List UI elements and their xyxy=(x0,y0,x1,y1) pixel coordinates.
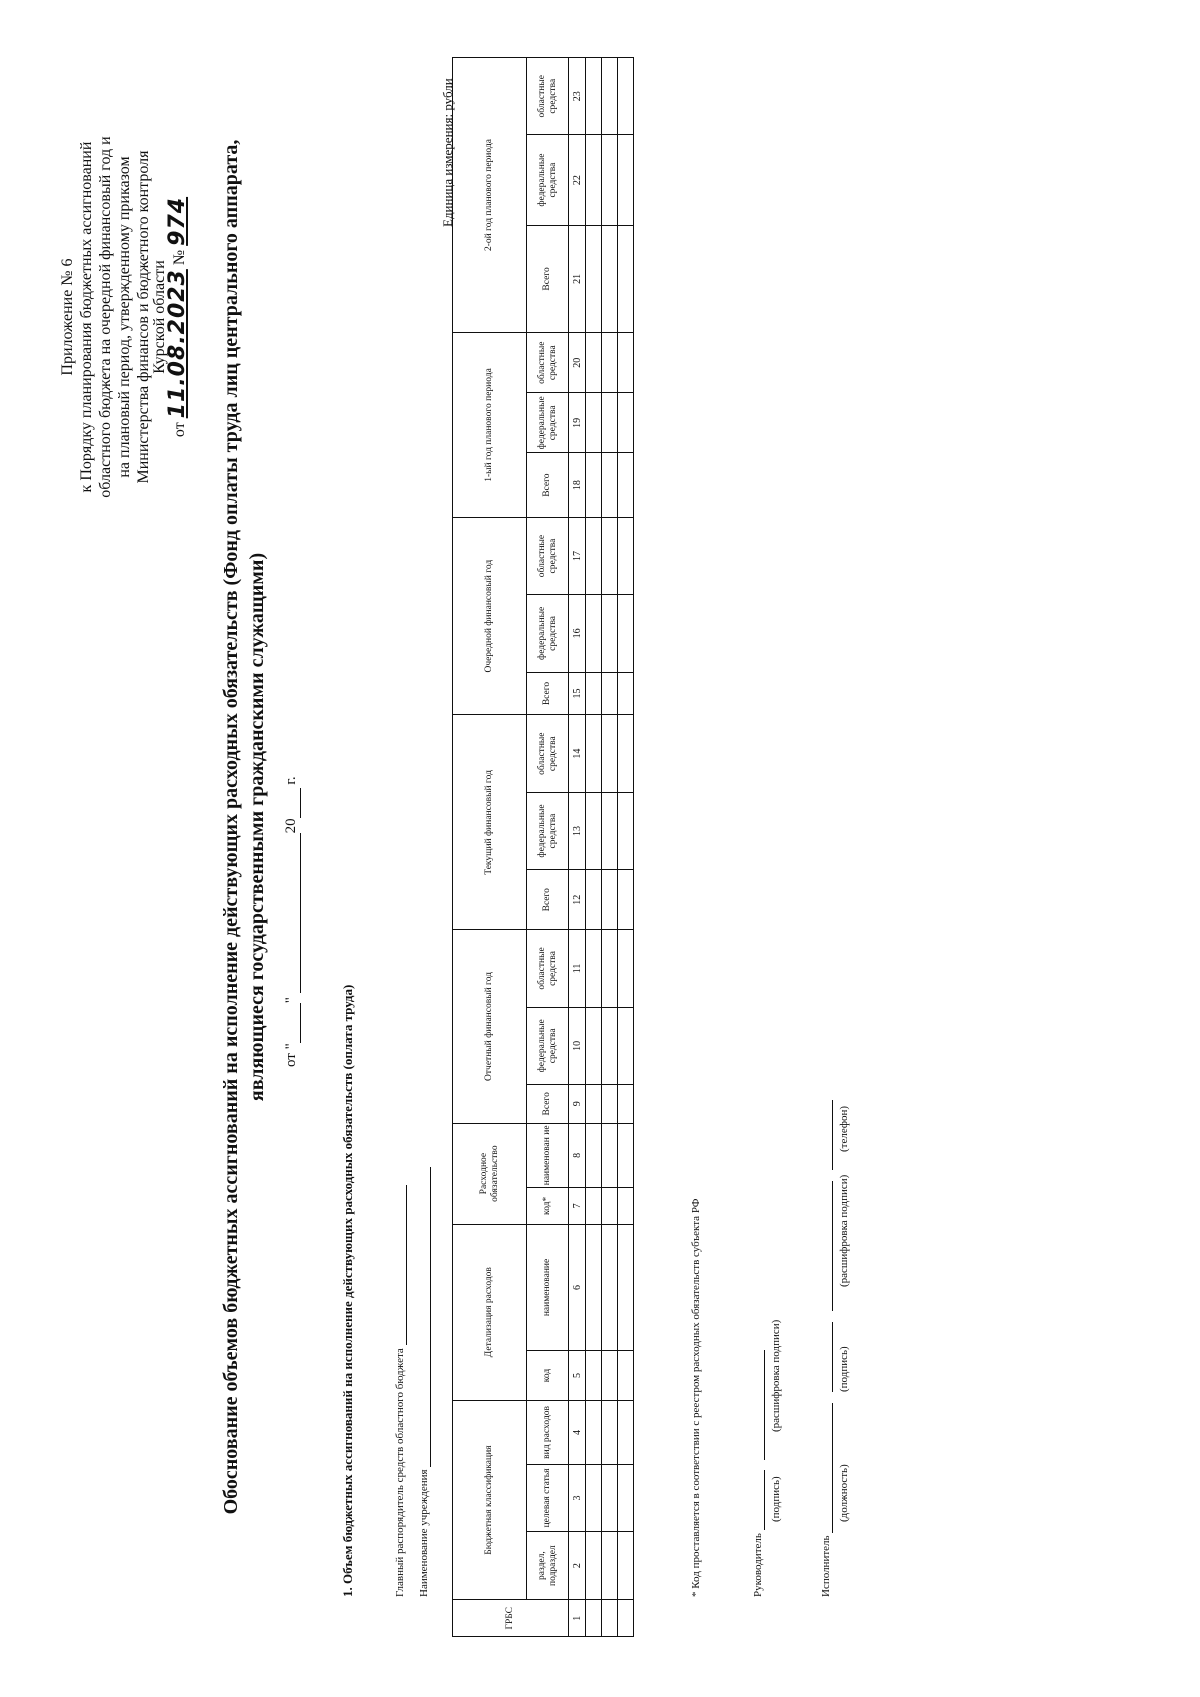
col-num: 19 xyxy=(569,393,586,453)
col-num: 3 xyxy=(569,1465,586,1532)
appendix-block xyxy=(58,92,191,542)
col-num: 17 xyxy=(569,517,586,594)
appendix-line-2: к Порядку планирования бюджетных ассигнований xyxy=(78,141,95,493)
sub-regional: областные средства xyxy=(527,715,569,792)
col-num: 8 xyxy=(569,1123,586,1187)
sub-regional: областные средства xyxy=(527,930,569,1007)
sub-total: Всего xyxy=(527,225,569,332)
sub-name: наименование xyxy=(527,1224,569,1351)
executor-label: Исполнитель xyxy=(820,1535,832,1597)
sub-obl-code: код* xyxy=(527,1188,569,1225)
column-numbers-row xyxy=(569,58,586,1637)
executor-decode-caption: (расшифровка подписи) xyxy=(838,1174,850,1287)
sub-obl-name: наименован ие xyxy=(527,1123,569,1187)
table-row xyxy=(618,58,634,1637)
appendix-ot: от xyxy=(171,422,188,438)
col-num: 13 xyxy=(569,792,586,869)
executor-sign-caption: (подпись) xyxy=(838,1346,850,1392)
head-label: Руководитель xyxy=(752,1533,764,1597)
executor-signature xyxy=(820,1100,833,1597)
col-num: 22 xyxy=(569,135,586,225)
sub-expense-type: вид расходов xyxy=(527,1400,569,1464)
appendix-line-3: областного бюджета на очередной финансовый год и xyxy=(97,136,114,498)
col-num: 20 xyxy=(569,333,586,393)
head-sign-caption: (подпись) xyxy=(770,1476,782,1522)
date-quote: " xyxy=(283,997,299,1004)
appendix-line-1: Приложение № 6 xyxy=(59,258,76,376)
grbs-label: Главный распорядитель средств областного бюджета xyxy=(394,1348,406,1597)
sub-federal: федеральные средства xyxy=(527,595,569,672)
footnote: * Код проставляется в соответствии с реестром расходных обязательств субъекта РФ xyxy=(690,1198,702,1597)
appendix-line-4: на плановый период, утвержденному приказом xyxy=(116,156,133,478)
sub-total: Всего xyxy=(527,1084,569,1123)
col-num: 14 xyxy=(569,715,586,792)
sub-section: раздел, подраздел xyxy=(527,1531,569,1600)
col-num: 16 xyxy=(569,595,586,672)
col-num: 2 xyxy=(569,1531,586,1600)
head-decode-caption: (расшифровка подписи) xyxy=(770,1319,782,1432)
header-current-year: Текущий финансовый год xyxy=(453,715,527,930)
col-num: 21 xyxy=(569,225,586,332)
header-plan-2: 2-ой год планового периода xyxy=(453,58,527,333)
appendix-date-line xyxy=(167,92,191,542)
col-num: 10 xyxy=(569,1007,586,1084)
header-plan-1: 1-ый год планового периода xyxy=(453,333,527,518)
appendix-no: № xyxy=(171,249,188,266)
appendix-line-5: Министерства финансов и бюджетного контроля xyxy=(135,150,152,484)
title-line-1: Обоснование объемов бюджетных ассигнований на исполнение действующих расходных обязательств (Фонд оплаты труда лиц центрального аппарата, xyxy=(220,139,242,1515)
header-report-year: Отчетный финансовый год xyxy=(453,930,527,1123)
appendix-number-handwritten: 974 xyxy=(165,196,190,246)
sub-federal: федеральные средства xyxy=(527,135,569,225)
sub-total: Всего xyxy=(527,672,569,715)
date-ot: от " xyxy=(283,1043,299,1067)
col-num: 4 xyxy=(569,1400,586,1464)
date-g: г. xyxy=(283,776,299,785)
table-row xyxy=(586,58,602,1637)
header-obligation: Расходное обязательство xyxy=(453,1123,527,1224)
sub-regional: областные средства xyxy=(527,517,569,594)
budget-table xyxy=(452,57,634,1637)
appendix-date-handwritten: 11.08.2023 xyxy=(165,269,190,419)
institution-label: Наименование учреждения xyxy=(418,1469,430,1597)
col-num: 5 xyxy=(569,1351,586,1400)
col-num: 15 xyxy=(569,672,586,715)
executor-phone-caption: (телефон) xyxy=(838,1105,850,1152)
sub-federal: федеральные средства xyxy=(527,1007,569,1084)
title-line-2: являющиеся государственными гражданскими служащими) xyxy=(246,552,268,1102)
col-num: 1 xyxy=(569,1600,586,1637)
head-signature xyxy=(752,1350,765,1597)
header-detail: Детализация расходов xyxy=(453,1224,527,1400)
sub-regional: областные средства xyxy=(527,58,569,136)
col-num: 18 xyxy=(569,453,586,517)
appendix-line-6: Курской области xyxy=(151,260,168,374)
col-num: 6 xyxy=(569,1224,586,1351)
header-next-year: Очередной финансовый год xyxy=(453,517,527,715)
sub-federal: федеральные средства xyxy=(527,792,569,869)
institution-line xyxy=(418,1167,431,1597)
table-row xyxy=(602,58,618,1637)
sub-total: Всего xyxy=(527,453,569,517)
col-num: 23 xyxy=(569,58,586,136)
col-num: 7 xyxy=(569,1188,586,1225)
header-budget-class: Бюджетная классификация xyxy=(453,1400,527,1600)
unit-label: Единица измерения: рубли xyxy=(440,78,455,227)
section-heading: 1. Объем бюджетных ассигнований на исполнение действующих расходных обязательств (оплата труда) xyxy=(340,984,355,1597)
date-line xyxy=(283,776,301,1067)
sub-regional: областные средства xyxy=(527,333,569,393)
executor-position-caption: (должность) xyxy=(838,1464,850,1522)
col-num: 12 xyxy=(569,870,586,930)
grbs-line xyxy=(394,1185,407,1597)
document-title xyxy=(218,87,270,1567)
sub-code: код xyxy=(527,1351,569,1400)
col-num: 11 xyxy=(569,930,586,1007)
sub-target: целевая статья xyxy=(527,1465,569,1532)
col-num: 9 xyxy=(569,1084,586,1123)
header-grbs: ГРБС xyxy=(453,1600,569,1637)
sub-federal: федеральные средства xyxy=(527,393,569,453)
sub-total: Всего xyxy=(527,870,569,930)
date-year: 20 xyxy=(283,818,299,834)
